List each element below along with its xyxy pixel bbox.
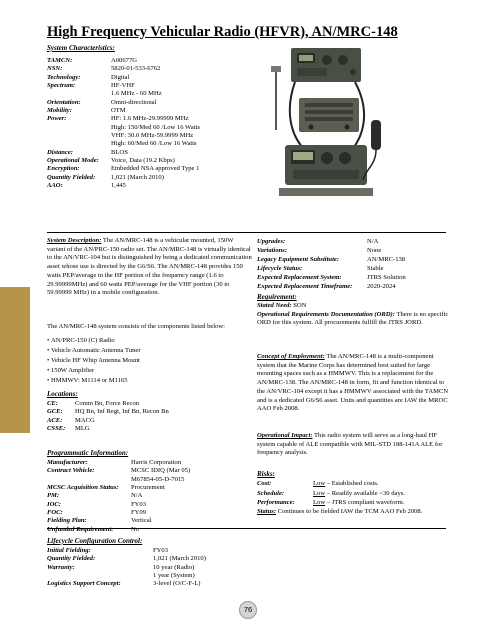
programmatic-value: Procurement (131, 484, 165, 492)
programmatic-value: FY09 (131, 509, 147, 517)
requirement-header: Requirement: (257, 293, 297, 301)
location-row (47, 425, 169, 433)
status (257, 508, 449, 517)
programmatic-row (47, 484, 190, 492)
programmatic-value: MCSC IDIQ (Mar 05) (131, 467, 191, 475)
location-value: Comm Bn, Force Recon (75, 400, 140, 407)
programmatic-row (47, 459, 190, 467)
side-color-tab (0, 287, 30, 433)
operational-impact-label: Operational Impact: (257, 432, 313, 439)
programmatic-row (47, 501, 190, 509)
sys-char-label: Encryption: (47, 165, 80, 173)
sys-char-row (47, 90, 200, 98)
lifecycle-value: 1,021 (March 2010) (153, 555, 206, 563)
upgrade-label: Expected Replacement System: (257, 274, 342, 281)
upgrade-label: Lifecycle Status: (257, 265, 303, 272)
sys-char-row (47, 165, 200, 173)
location-value: MACG (75, 416, 95, 424)
sys-char-value: HF-VHF (111, 82, 135, 90)
upgrade-row (257, 255, 406, 264)
concept-of-employment-text: The AN/MRC-148 is a multi-component system that the Marine Corps has determined best suited for large mounting spaces such as a HMMWV. This is a replacement for the AN/MRC-138. The AN/MRC-148 in form, fit and function identical to the AN/VRC-104 except it has a HMMWV associated with the TAMCN and is a dedicated G6/S6 asset. Units and quantities are IAW the MROC AAO Feb 2008. (257, 353, 449, 413)
risk-level: Low (313, 499, 326, 506)
sys-char-value: Omni-directional (111, 98, 157, 106)
location-label: ACE: (47, 416, 63, 424)
upgrades-table (257, 237, 406, 291)
risk-text: – Established costs. (325, 480, 379, 487)
programmatic-value: N/A (131, 492, 143, 500)
sys-char-label (47, 124, 111, 132)
upgrade-value: 2020-2024 (367, 283, 396, 290)
lifecycle-row (47, 564, 206, 572)
location-value: MLG (75, 425, 90, 433)
ord-text: There is no specific ORD for this system. All procurements fulfill the JTRS JORD. (257, 310, 449, 327)
sys-char-label: Orientation: (47, 98, 81, 106)
programmatic-row (47, 476, 190, 484)
system-description (47, 237, 253, 298)
sys-char-label: Distance: (47, 148, 74, 156)
components-intro: The AN/MRC-148 system consists of the components listed below: (47, 323, 226, 330)
section-divider-top (47, 232, 446, 233)
upgrade-row (257, 237, 406, 246)
lifecycle-label: Warranty: (47, 563, 75, 571)
lifecycle-label: Logistics Support Concept: (47, 580, 121, 588)
location-label: GCE: (47, 408, 63, 416)
location-value: HQ Bn, Inf Regt, Inf Bn, Recon Bn (75, 408, 169, 416)
system-characteristics-header: System Characteristics: (47, 44, 115, 52)
sys-char-value: A00677G (111, 57, 138, 64)
sys-char-row (47, 174, 200, 182)
location-row (47, 408, 169, 416)
lifecycle-value: 1 year (System) (153, 572, 195, 580)
sys-char-value: HF: 1.6 MHz-29.99999 MHz (111, 115, 189, 123)
programmatic-label: Contract Vehicle: (47, 467, 95, 475)
sys-char-label: Mobility: (47, 107, 72, 115)
lifecycle-label: Initial Fielding: (47, 547, 91, 554)
radio-equipment-photo (255, 40, 395, 205)
sys-char-value: Voice, Data (19.2 Kbps) (111, 157, 175, 165)
location-label: CSSE: (47, 425, 66, 433)
upgrade-row (257, 246, 406, 255)
component-item: • 150W Amplifier (47, 366, 141, 376)
location-label: CE: (47, 400, 58, 407)
location-row (47, 417, 169, 425)
programmatic-header: Programmatic Information: (47, 449, 129, 457)
lifecycle-value: 3-level (O/C-F-L) (153, 580, 201, 588)
page-title: High Frequency Vehicular Radio (HFVR), AN/MRC-148 (47, 24, 398, 40)
sys-char-value: VHF: 30.0 MHz-59.9999 MHz (111, 132, 194, 140)
concept-of-employment (257, 353, 449, 414)
programmatic-label: IOC: (47, 500, 61, 508)
system-characteristics (47, 57, 200, 191)
programmatic-information (47, 459, 190, 534)
upgrade-row (257, 282, 406, 291)
upgrade-label: Expected Replacement Timeframe: (257, 283, 353, 290)
sys-char-row (47, 124, 200, 132)
concept-of-employment-label: Concept of Employment: (257, 353, 325, 360)
programmatic-label: PM: (47, 492, 60, 500)
sys-char-row (47, 115, 200, 123)
upgrade-value: N/A (367, 238, 379, 245)
sys-char-label: NSN: (47, 65, 63, 73)
status-text: Continues to be fielded IAW the TCM AAO Feb 2008. (276, 508, 423, 515)
programmatic-label: FOC: (47, 509, 63, 517)
sys-char-value: High: 150/Med 60 /Low 16 Watts (111, 123, 200, 131)
upgrade-value: None (367, 247, 382, 254)
component-item: • HMMWV: M1114 or M1165 (47, 376, 141, 386)
upgrade-value: AN/MRC-138 (367, 256, 406, 263)
risks (257, 479, 405, 508)
status-label: Status: (257, 508, 277, 515)
programmatic-value: Harris Corporation (131, 459, 181, 466)
risk-level: Low (313, 489, 326, 497)
sys-char-label: Spectrum: (47, 82, 76, 90)
risk-row (257, 498, 405, 508)
sys-char-label (47, 140, 111, 148)
programmatic-row (47, 492, 190, 500)
programmatic-label: Unfunded Requirement: (47, 525, 114, 533)
sys-char-label: TAMCN: (47, 57, 73, 64)
programmatic-row (47, 509, 190, 517)
lifecycle-value: FY03 (153, 547, 169, 554)
upgrade-label: Upgrades: (257, 238, 286, 245)
lifecycle-row (47, 547, 206, 555)
component-list (47, 336, 141, 386)
system-description-text: The AN/MRC-148 is a vehicular mounted, 150W variant of the AN/PRC-150 radio set. The AN/MRC-148 is virtually identical to the AN/VRC-104 but is distinguished by being a dedicated communication asset whose use is directed by the G6/S6. The AN/MRC-148 provides 150 watts PEP/average in the HF portion of the frequency range (1.6 to 29.99999MHz) and 60 watts PEP/average for the VHF portion (30 to 59.99999 MHz) in a mobile configuration. (47, 237, 252, 297)
sys-char-label (47, 132, 111, 140)
lifecycle-header: Lifecycle Configuration Control: (47, 537, 143, 545)
sys-char-row (47, 157, 200, 165)
sys-char-value: 1,021 (March 2010) (111, 173, 164, 181)
sys-char-value: OTM (111, 107, 126, 115)
programmatic-value: No (131, 525, 140, 533)
lifecycle-row (47, 580, 206, 588)
sys-char-label: Operational Mode: (47, 157, 99, 165)
sys-char-value: 5820-01-533-6762 (111, 65, 161, 73)
sys-char-label: Technology: (47, 73, 81, 81)
sys-char-row (47, 82, 200, 90)
sys-char-row (47, 74, 200, 82)
sys-char-row (47, 149, 200, 157)
sys-char-value: 1.6 MHz - 60 MHz (111, 90, 162, 98)
sys-char-row (47, 132, 200, 140)
lifecycle-configuration (47, 547, 206, 589)
risk-label: Performance: (257, 499, 295, 506)
sys-char-label: Quantity Fielded: (47, 173, 96, 181)
component-item: • AN/PRC-150 (C) Radio (47, 336, 141, 346)
page-number: 76 (239, 601, 257, 619)
lifecycle-value: 10 year (Radio) (153, 563, 195, 571)
lifecycle-row (47, 555, 206, 563)
sys-char-label (47, 90, 111, 98)
risk-text: – Readily available <30 days. (325, 489, 405, 497)
programmatic-row (47, 467, 190, 475)
component-item: • Vehicle Automatic Antenna Tuner (47, 346, 141, 356)
upgrade-row (257, 264, 406, 273)
risks-header: Risks: (257, 470, 275, 478)
risk-row (257, 479, 405, 489)
stated-need-label: Stated Need: (257, 302, 292, 309)
programmatic-value: Vertical (131, 517, 152, 525)
sys-char-label: AAO: (47, 182, 63, 190)
system-description-label: System Description: (47, 237, 102, 244)
lifecycle-row (47, 572, 206, 580)
sys-char-value: BLOS (111, 148, 128, 156)
risk-text: – JTRS compliant waveform. (325, 499, 405, 506)
ord-label: Operational Requirements Documentation (ORD): (257, 310, 395, 318)
component-item: • Vehicle HF Whip Antenna Mount (47, 356, 141, 366)
lifecycle-label (47, 572, 153, 580)
risk-level: Low (313, 480, 326, 487)
programmatic-value: M67854-05-D-7015 (131, 475, 185, 483)
upgrade-label: Legacy Equipment Substitute: (257, 256, 340, 263)
location-row (47, 400, 169, 408)
sys-char-row (47, 99, 200, 107)
sys-char-label: Power: (47, 115, 67, 123)
sys-char-row (47, 140, 200, 148)
risk-label: Schedule: (257, 489, 285, 497)
programmatic-row (47, 517, 190, 525)
sys-char-value: Digital (111, 73, 130, 81)
programmatic-label (47, 476, 131, 484)
upgrade-label: Variations: (257, 247, 288, 254)
operational-impact-text: This radio system will serve as a long-haul HF system capable of ALE compatible with MIL-STD 188-141A ALE for frequency analysis. (257, 432, 443, 457)
risk-label: Cost: (257, 480, 272, 487)
requirement (257, 302, 449, 328)
sys-char-value: High: 60/Med 60 /Low 16 Watts (111, 140, 197, 148)
programmatic-label: MCSC Acquisition Status: (47, 484, 119, 492)
sys-char-row (47, 65, 200, 73)
sys-char-value: 1,445 (111, 182, 126, 190)
locations-header: Locations: (47, 390, 78, 398)
programmatic-label: Fielding Plan: (47, 517, 87, 525)
locations (47, 400, 169, 433)
upgrade-value: Stable (367, 265, 384, 272)
sys-char-row (47, 182, 200, 190)
programmatic-label: Manufacturer: (47, 459, 88, 466)
risk-row (257, 489, 405, 499)
upgrade-row (257, 273, 406, 282)
stated-need-value: SON (291, 302, 307, 309)
lifecycle-label: Quantity Fielded: (47, 555, 96, 563)
programmatic-value: FY03 (131, 500, 147, 508)
upgrade-value: JTRS Solution (367, 274, 406, 281)
operational-impact (257, 432, 449, 458)
sys-char-row (47, 57, 200, 65)
sys-char-row (47, 107, 200, 115)
sys-char-value: Embedded NSA approved Type 1 (111, 165, 200, 173)
programmatic-row (47, 526, 190, 534)
